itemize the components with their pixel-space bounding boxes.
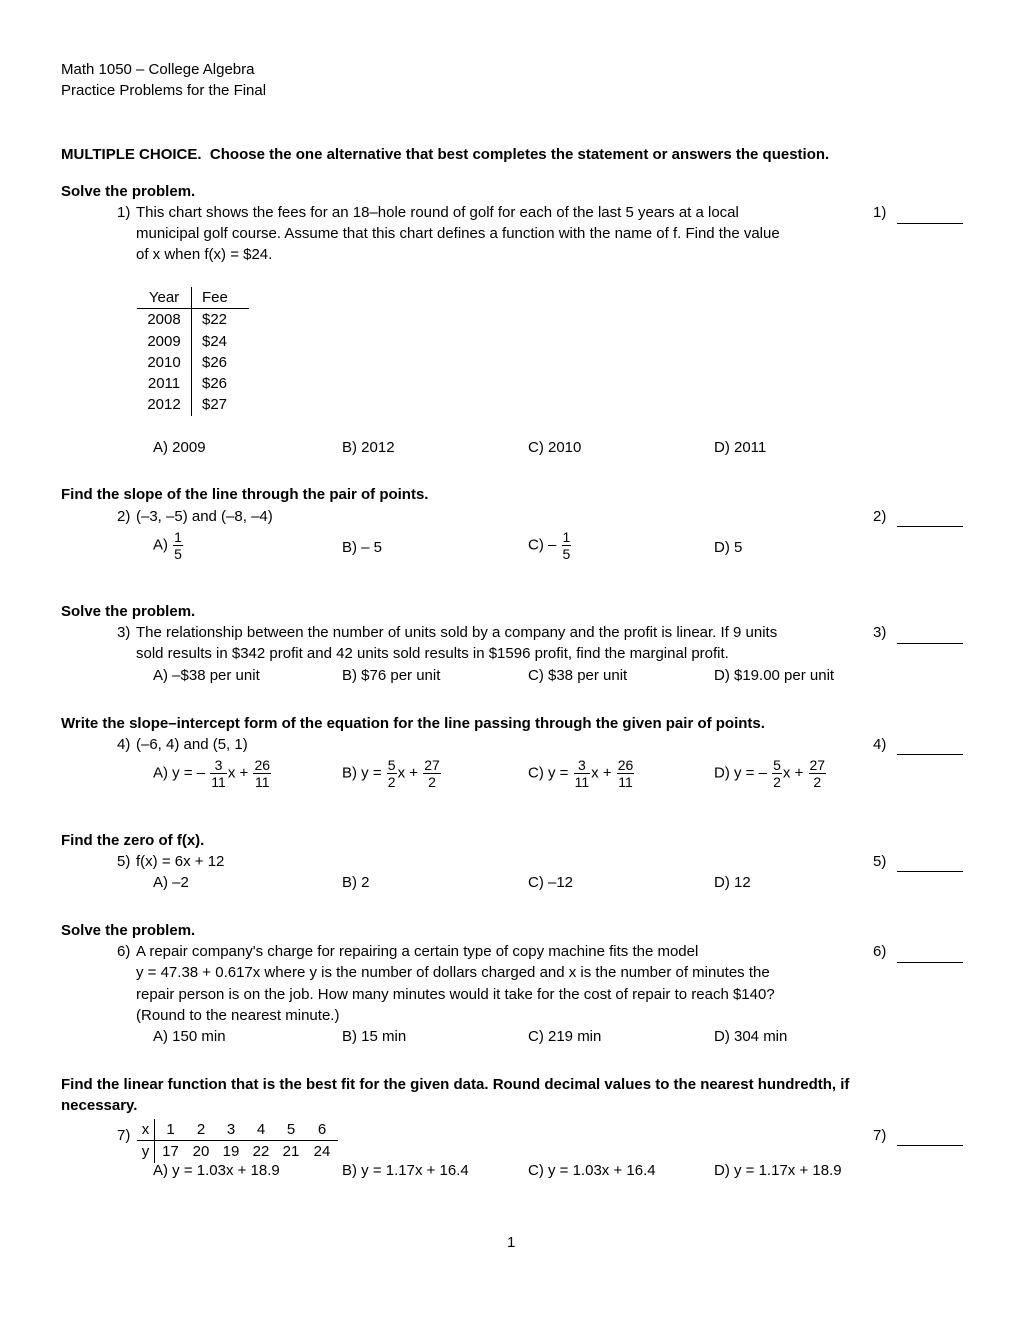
y-label: y xyxy=(137,1141,155,1163)
table-cell-year: 2010 xyxy=(137,352,192,373)
table-cell-y: 17 xyxy=(162,1143,179,1161)
answer-blank[interactable] xyxy=(897,871,963,872)
answer-blank[interactable] xyxy=(897,962,963,963)
answer-choice-d[interactable]: D) 12 xyxy=(714,874,751,891)
xy-data-table xyxy=(137,1119,338,1163)
answer-choice-b[interactable]: B) – 5 xyxy=(342,539,383,556)
table-cell-y: 20 xyxy=(192,1143,210,1161)
answer-blank[interactable] xyxy=(897,754,963,755)
denominator: 2 xyxy=(773,774,781,790)
denominator: 11 xyxy=(254,774,270,790)
answer-choice-a[interactable]: A) 2009 xyxy=(153,439,206,456)
fraction xyxy=(562,530,572,561)
table-row-y xyxy=(137,1141,338,1163)
answer-choice-b[interactable] xyxy=(342,758,442,789)
answer-choice-c[interactable] xyxy=(528,530,572,561)
instructions-lead: MULTIPLE CHOICE. xyxy=(61,146,202,163)
table-cell-fee: $26 xyxy=(202,375,228,393)
answer-number: 2) xyxy=(873,508,887,525)
answer-number: 3) xyxy=(873,624,887,641)
fraction xyxy=(210,758,227,789)
answer-choice-a[interactable] xyxy=(153,758,272,789)
answer-choice-a[interactable]: A) –$38 per unit xyxy=(153,667,260,684)
problem-text-line: f(x) = 6x + 12 xyxy=(136,853,225,870)
answer-blank[interactable] xyxy=(897,1145,963,1146)
problem-number: 6) xyxy=(117,943,131,960)
answer-number: 5) xyxy=(873,853,887,870)
equation-middle: x + xyxy=(397,764,419,782)
problem-text-line: of x when f(x) = $24. xyxy=(136,246,273,263)
fraction xyxy=(809,758,827,789)
numerator: 3 xyxy=(210,758,227,774)
numerator: 26 xyxy=(617,757,634,773)
answer-label: A) xyxy=(153,536,168,554)
problem-number: 3) xyxy=(117,624,131,641)
table-cell-y: 19 xyxy=(222,1143,240,1161)
table-cell-year: 2008 xyxy=(137,309,192,331)
answer-label: C) y = xyxy=(528,764,569,782)
problem-text-line: repair person is on the job. How many minutes would it take for the cost of repair to reach $140? xyxy=(136,986,775,1003)
table-cell-x: 4 xyxy=(246,1119,276,1141)
answer-number: 7) xyxy=(873,1127,887,1144)
denominator: 11 xyxy=(574,774,590,790)
denominator: 11 xyxy=(211,774,226,790)
section-heading: Solve the problem. xyxy=(61,183,196,200)
section-heading: Find the zero of f(x). xyxy=(61,832,205,849)
answer-choice-b[interactable]: B) 2012 xyxy=(342,439,395,456)
section-heading: Solve the problem. xyxy=(61,603,196,620)
answer-number: 4) xyxy=(873,736,887,753)
equation-middle: x + xyxy=(591,764,612,782)
problem-text-line: This chart shows the fees for an 18–hole round of golf for each of the last 5 years at a local xyxy=(136,204,739,221)
answer-blank[interactable] xyxy=(897,643,963,644)
answer-choice-d[interactable]: D) 2011 xyxy=(714,439,767,456)
numerator: 5 xyxy=(773,757,781,773)
answer-label: B) y = xyxy=(342,764,382,782)
problem-text-line: The relationship between the number of units sold by a company and the profit is linear. If 9 units xyxy=(136,624,778,641)
table-header-year: Year xyxy=(137,287,192,309)
denominator: 2 xyxy=(813,774,822,790)
table-cell-year: 2011 xyxy=(137,373,192,394)
table-cell-fee: $27 xyxy=(202,396,228,414)
problem-number: 1) xyxy=(117,204,131,221)
section-heading: Find the linear function that is the best fit for the given data. Round decimal values to the nearest hundredth, if xyxy=(61,1076,850,1093)
denominator: 2 xyxy=(428,774,436,790)
section-heading: necessary. xyxy=(61,1097,138,1114)
equation-middle: x + xyxy=(227,764,249,782)
answer-label: C) – xyxy=(528,536,557,554)
table-row xyxy=(137,331,249,352)
golf-fee-table xyxy=(137,287,249,416)
document-title: Practice Problems for the Final xyxy=(61,82,267,99)
numerator: 1 xyxy=(562,529,571,545)
answer-choice-c[interactable]: C) $38 per unit xyxy=(528,667,628,684)
problem-number: 5) xyxy=(117,853,131,870)
answer-choice-d[interactable]: D) 304 min xyxy=(714,1028,788,1045)
table-cell-fee: $22 xyxy=(202,311,228,329)
table-cell-x: 5 xyxy=(276,1119,306,1141)
problem-text-line: (Round to the nearest minute.) xyxy=(136,1007,340,1024)
numerator: 27 xyxy=(424,757,440,773)
problem-number: 7) xyxy=(117,1127,131,1144)
answer-choice-a[interactable] xyxy=(153,530,184,561)
answer-choice-c[interactable]: C) –12 xyxy=(528,874,574,891)
numerator: 27 xyxy=(809,757,826,773)
fraction xyxy=(387,758,397,789)
table-cell-year: 2012 xyxy=(137,394,192,415)
answer-number: 1) xyxy=(873,204,887,221)
answer-label: D) y = – xyxy=(714,764,767,782)
x-label: x xyxy=(137,1119,155,1141)
table-row xyxy=(137,309,249,331)
answer-choice-a[interactable]: A) y = 1.03x + 18.9 xyxy=(153,1162,280,1179)
problem-number: 2) xyxy=(117,508,131,525)
table-cell-x: 2 xyxy=(186,1119,216,1141)
table-cell-x: 1 xyxy=(155,1119,187,1141)
answer-choice-c[interactable]: C) 219 min xyxy=(528,1028,602,1045)
answer-choice-d[interactable] xyxy=(714,758,827,789)
answer-number: 6) xyxy=(873,943,887,960)
answer-choice-d[interactable]: D) $19.00 per unit xyxy=(714,667,835,684)
table-cell-x: 3 xyxy=(216,1119,246,1141)
numerator: 26 xyxy=(254,757,271,773)
problem-text-line: A repair company's charge for repairing a certain type of copy machine fits the model xyxy=(136,943,699,960)
section-heading: Solve the problem. xyxy=(61,922,196,939)
answer-choice-c[interactable]: C) 2010 xyxy=(528,439,582,456)
problem-number: 4) xyxy=(117,736,131,753)
answer-choice-a[interactable]: A) –2 xyxy=(153,874,189,891)
table-cell-y: 24 xyxy=(313,1143,331,1161)
table-cell-y: 21 xyxy=(282,1143,300,1161)
section-heading: Write the slope–intercept form of the equation for the line passing through the given pair of points. xyxy=(61,715,765,732)
instructions xyxy=(61,146,829,163)
table-header-fee: Fee xyxy=(192,287,250,309)
problem-text-line: municipal golf course. Assume that this chart defines a function with the name of f. Find the value xyxy=(136,225,780,242)
denominator: 5 xyxy=(174,546,182,562)
problem-text-line: y = 47.38 + 0.617x where y is the number of dollars charged and x is the number of minutes the xyxy=(136,964,770,981)
fraction xyxy=(617,758,635,789)
table-cell-fee: $24 xyxy=(202,332,228,350)
problem-text-line: (–3, –5) and (–8, –4) xyxy=(136,508,273,525)
answer-choice-d[interactable]: D) 5 xyxy=(714,539,743,556)
table-cell-x: 6 xyxy=(306,1119,338,1141)
table-row xyxy=(137,352,249,373)
answer-choice-c[interactable] xyxy=(528,758,635,789)
section-heading: Find the slope of the line through the pair of points. xyxy=(61,486,429,503)
numerator: 3 xyxy=(574,758,591,774)
answer-choice-d[interactable]: D) y = 1.17x + 18.9 xyxy=(714,1162,842,1179)
equation-middle: x + xyxy=(782,764,804,782)
fraction xyxy=(253,758,271,789)
table-row-x xyxy=(137,1119,338,1141)
table-cell-fee: $26 xyxy=(202,353,228,371)
fraction xyxy=(173,530,183,561)
denominator: 11 xyxy=(618,774,633,790)
problem-text-line: (–6, 4) and (5, 1) xyxy=(136,736,248,753)
answer-blank[interactable] xyxy=(897,526,963,527)
denominator: 2 xyxy=(387,774,396,790)
answer-choice-b[interactable]: B) 15 min xyxy=(342,1028,407,1045)
table-cell-y: 22 xyxy=(252,1143,270,1161)
answer-blank[interactable] xyxy=(897,223,963,224)
table-row xyxy=(137,394,249,415)
answer-choice-b[interactable]: B) 2 xyxy=(342,874,370,891)
answer-choice-b[interactable]: B) y = 1.17x + 16.4 xyxy=(342,1162,469,1179)
fraction xyxy=(574,758,591,789)
fraction xyxy=(772,758,782,789)
table-cell-year: 2009 xyxy=(137,331,192,352)
course-title: Math 1050 – College Algebra xyxy=(61,61,255,78)
denominator: 5 xyxy=(562,546,571,562)
fraction xyxy=(423,758,441,789)
answer-choice-b[interactable]: B) $76 per unit xyxy=(342,667,441,684)
answer-choice-a[interactable]: A) 150 min xyxy=(153,1028,226,1045)
problem-text-line: sold results in $342 profit and 42 units sold results in $1596 profit, find the marginal profit. xyxy=(136,645,729,662)
numerator: 1 xyxy=(174,529,182,545)
answer-label: A) y = – xyxy=(153,764,206,782)
page-number: 1 xyxy=(507,1234,516,1251)
table-row xyxy=(137,373,249,394)
answer-choice-c[interactable]: C) y = 1.03x + 16.4 xyxy=(528,1162,656,1179)
numerator: 5 xyxy=(387,757,396,773)
table-header-row xyxy=(137,287,249,309)
instructions-text: Choose the one alternative that best completes the statement or answers the question. xyxy=(209,146,830,163)
